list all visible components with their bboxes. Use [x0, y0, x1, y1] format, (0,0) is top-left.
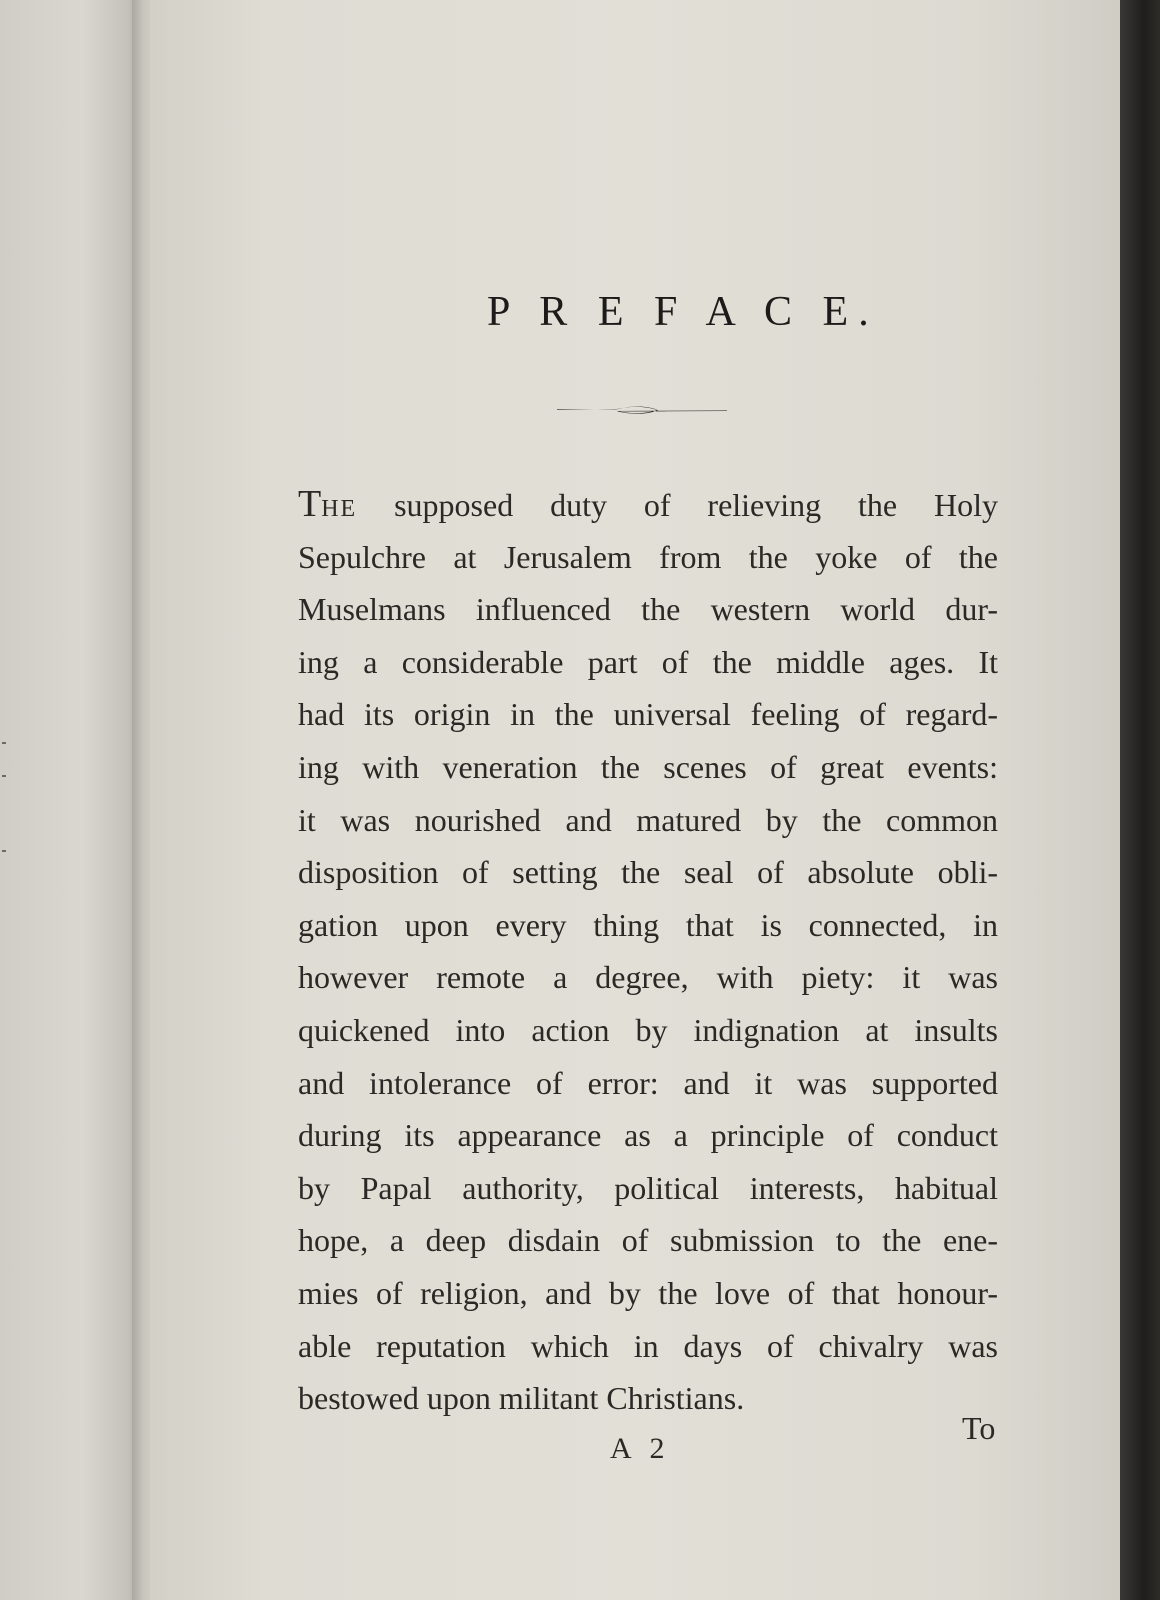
preface-paragraph — [298, 478, 998, 1425]
text-line: it was nourished and matured by the common — [298, 801, 998, 838]
text-line: quickened into action by indignation at insults — [298, 1011, 998, 1048]
text-line: bestowed upon militant Christians. — [298, 1380, 745, 1417]
drop-cap: T — [298, 483, 322, 525]
text-line: however remote a degree, with piety: it was — [298, 959, 998, 996]
facing-page — [0, 0, 150, 1600]
signature-mark: A 2 — [610, 1432, 671, 1465]
text-line: Sepulchre at Jerusalem from the yoke of the — [298, 538, 998, 575]
text-line: and intolerance of error: and it was supported — [298, 1064, 998, 1101]
text-line: able reputation which in days of chivalry was — [298, 1327, 998, 1364]
text-line: gation upon every thing that is connected, in — [298, 906, 998, 943]
small-caps: HE — [321, 496, 358, 522]
book-cover-edge — [1120, 0, 1160, 1600]
bleed-mark — [2, 850, 6, 852]
text-line: disposition of setting the seal of absolute obli- — [298, 854, 998, 891]
text-line: Muselmans influenced the western world dur- — [298, 591, 998, 628]
text-line: during its appearance as a principle of conduct — [298, 1117, 998, 1154]
catchword: To — [962, 1410, 996, 1446]
text-line: hope, a deep disdain of submission to the ene- — [298, 1222, 998, 1259]
text-line: mies of religion, and by the love of that honour- — [298, 1274, 998, 1311]
text-line: by Papal authority, political interests, habitual — [298, 1169, 998, 1206]
text-line: had its origin in the universal feeling of regard- — [298, 696, 998, 733]
bleed-mark — [2, 775, 6, 777]
page-heading: P R E F A C E. — [487, 289, 879, 335]
ornamental-rule — [557, 404, 727, 416]
text-line: ing a considerable part of the middle ages. It — [298, 643, 998, 680]
bleed-mark — [2, 742, 6, 744]
text-line: THE supposed duty of relieving the Holy — [298, 483, 998, 525]
text-line: ing with veneration the scenes of great events: — [298, 748, 998, 785]
